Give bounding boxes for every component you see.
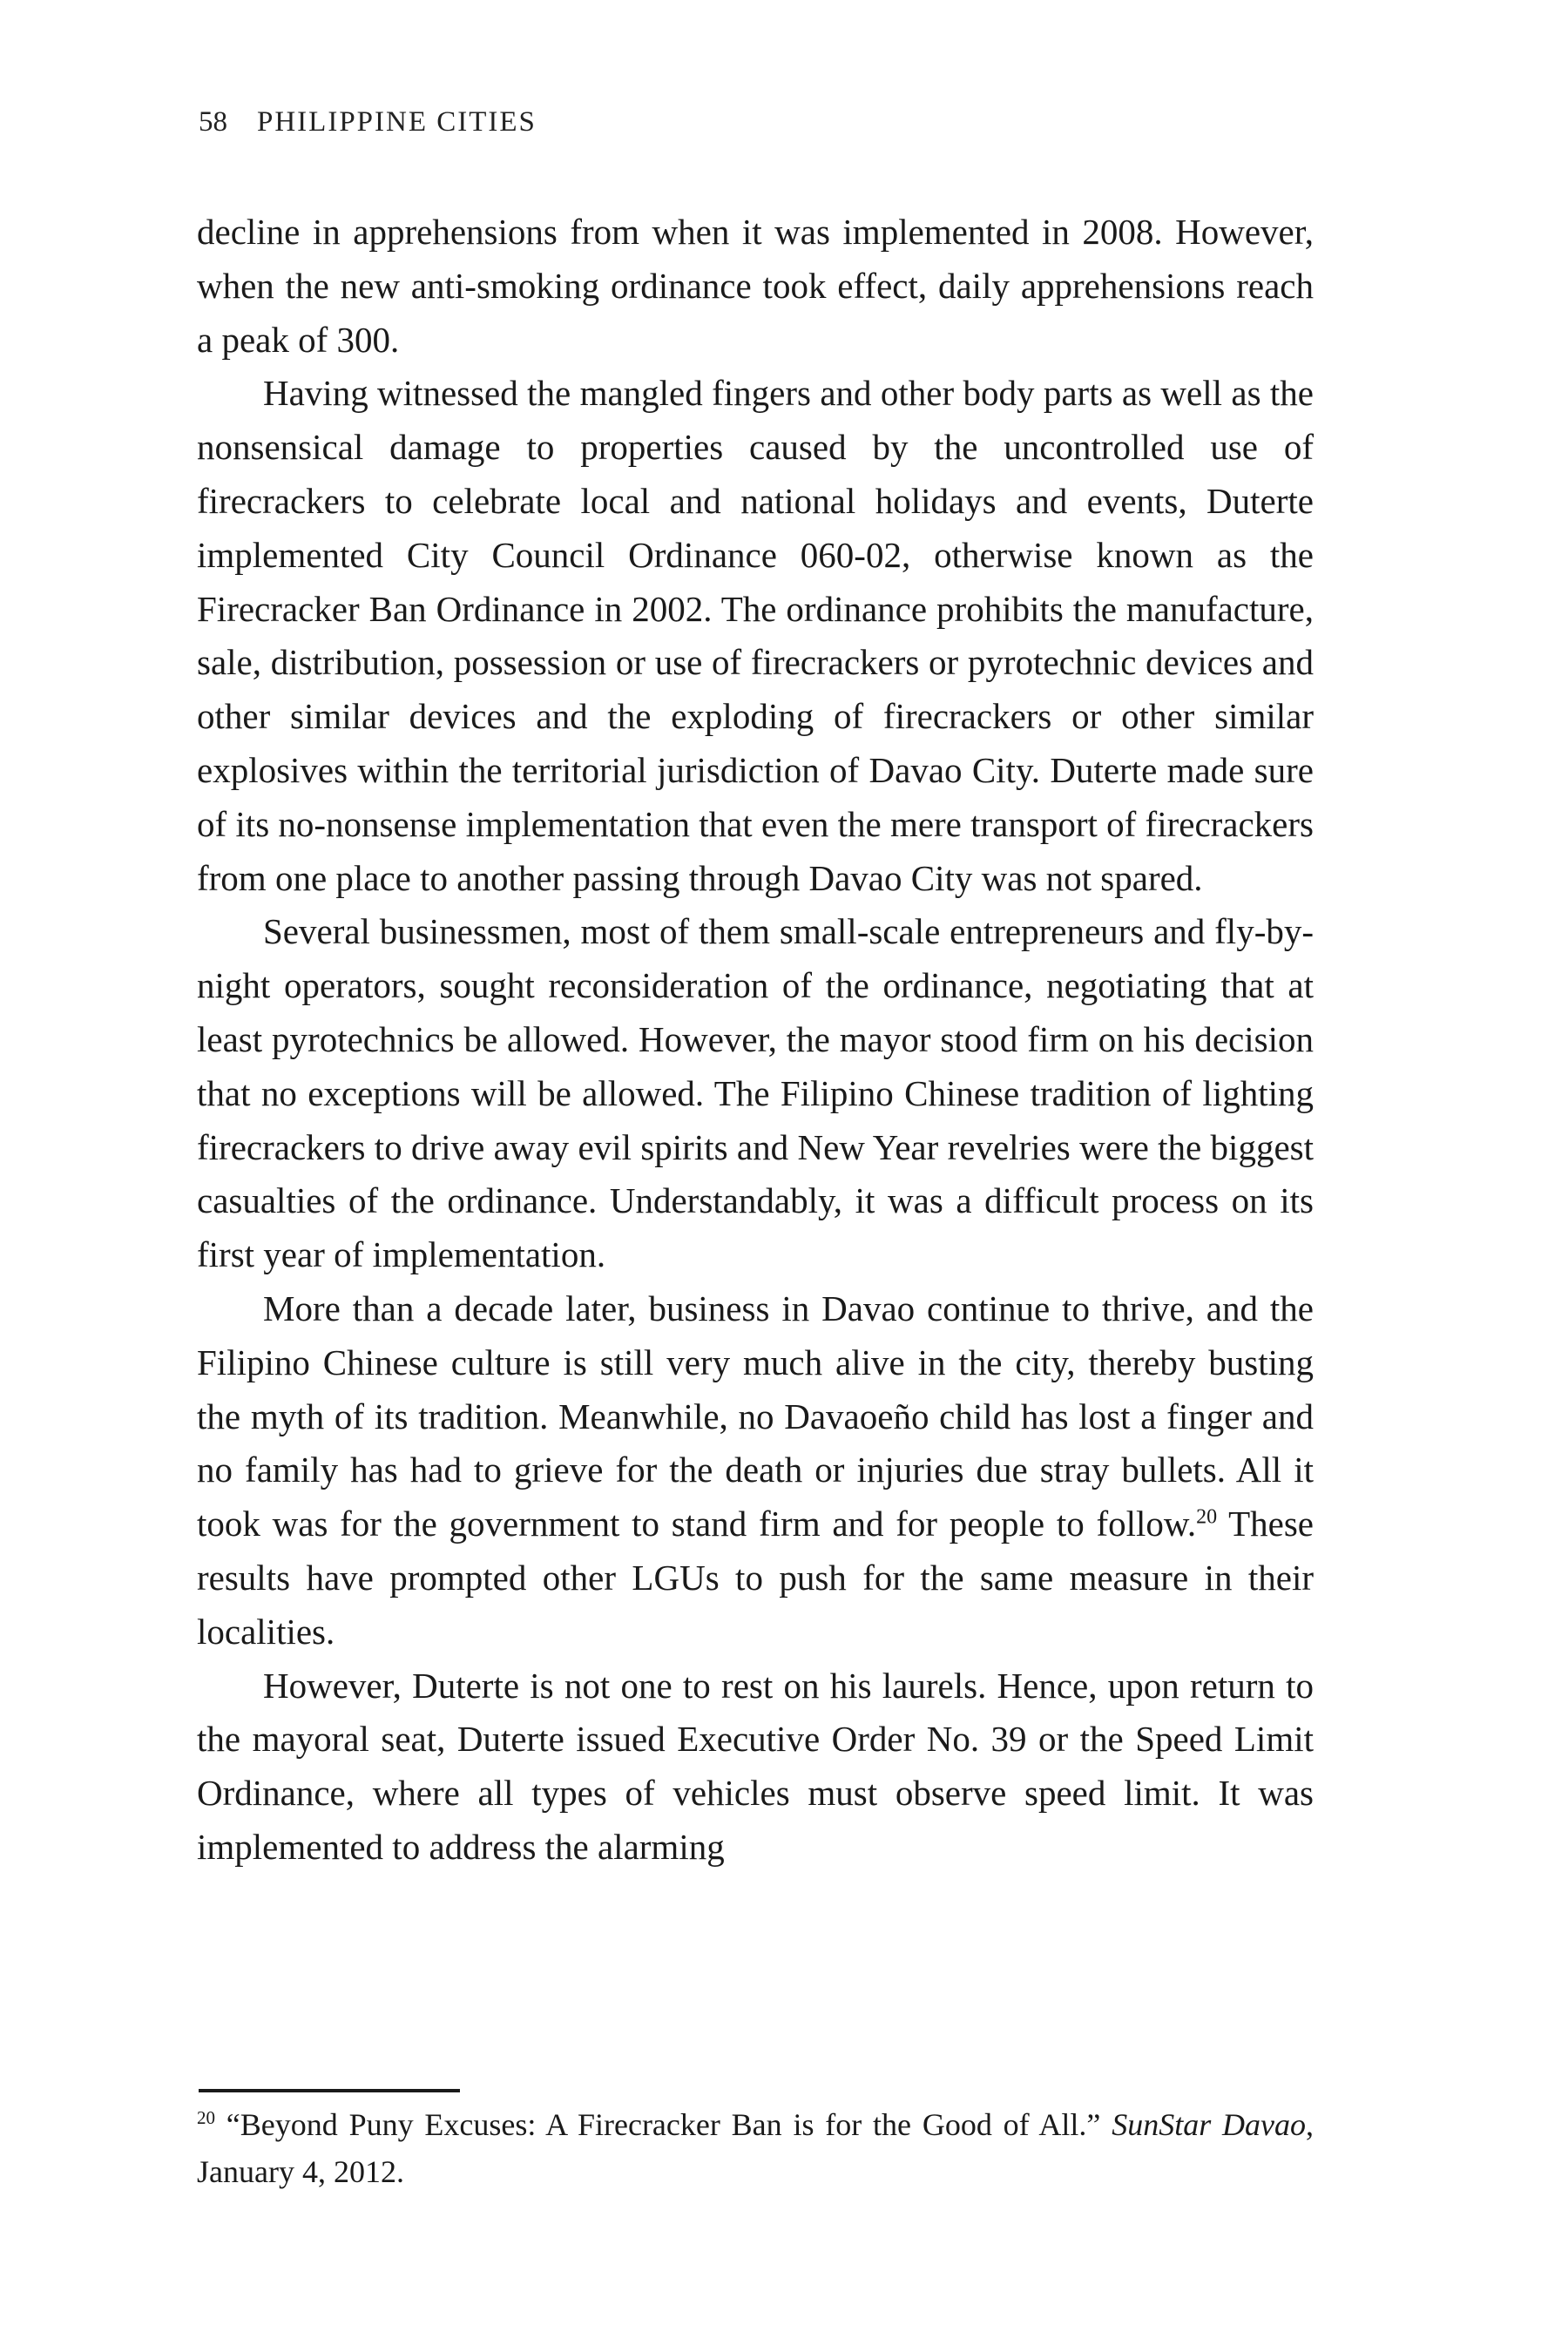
footnote-reference[interactable]: 20	[1196, 1505, 1218, 1529]
footnote-text: “Beyond Puny Excuses: A Firecracker Ban is for the Good of All.”	[215, 2107, 1112, 2142]
running-title: PHILIPPINE CITIES	[257, 106, 537, 138]
footnote-number: 20	[197, 2107, 215, 2128]
footnote-divider	[199, 2089, 460, 2092]
paragraph-1: decline in apprehensions from when it was implemented in 2008. However, when the new anti-smoking ordinance took effect, daily apprehensions reach a peak of 300.	[197, 212, 1314, 360]
paragraph-5: However, Duterte is not one to rest on his laurels. Hence, upon return to the mayoral seat, Duterte issued Executive Order No. 39 or the Speed Limit Ordinance, where all types of vehicles must observe speed limit. It was implemented to address the alarming	[197, 1665, 1314, 1867]
footnote	[197, 2101, 1314, 2195]
paragraph-4-text-cont: These results have prompted other LGUs to push for the same measure in their localities.	[197, 1504, 1315, 1652]
footnote-source: SunStar Davao	[1112, 2107, 1306, 2142]
page-number: 58	[199, 106, 227, 138]
body-text	[197, 206, 1314, 1875]
paragraph-4-text: More than a decade later, business in Davao continue to thrive, and the Filipino Chinese culture is still very much alive in the city, thereby busting the myth of its tradition. Meanwhile, no Davaoeño child has lost a finger and no family has had to grieve for the death or injuries due stray bullets. All it took was for the government to stand firm and for people to follow.	[197, 1288, 1314, 1544]
paragraph-3: Several businessmen, most of them small-scale entrepreneurs and fly-by-night operators, sought reconsideration of the ordinance, negotiating that at least pyrotechnics be allowed. However, the mayor stood firm on his decision that no exceptions will be allowed. The Filipino Chinese tradition of lighting firecrackers to drive away evil spirits and New Year revelries were the biggest casualties of the ordinance. Understandably, it was a difficult process on its first year of implementation.	[197, 911, 1314, 1275]
footnote-date: , January 4, 2012.	[197, 2107, 1314, 2189]
paragraph-4	[197, 1282, 1314, 1659]
running-header	[199, 106, 537, 139]
paragraph-2: Having witnessed the mangled fingers and other body parts as well as the nonsensical damage to properties caused by the uncontrolled use of firecrackers to celebrate local and national holidays and events, Duterte implemented City Council Ordinance 060-02, otherwise known as the Firecracker Ban Ordinance in 2002. The ordinance prohibits the manufacture, sale, distribution, possession or use of firecrackers or pyrotechnic devices and other similar devices and the exploding of firecrackers or other similar explosives within the territorial jurisdiction of Davao City. Duterte made sure of its no-nonsense implementation that even the mere transport of firecrackers from one place to another passing through Davao City was not spared.	[197, 373, 1314, 898]
